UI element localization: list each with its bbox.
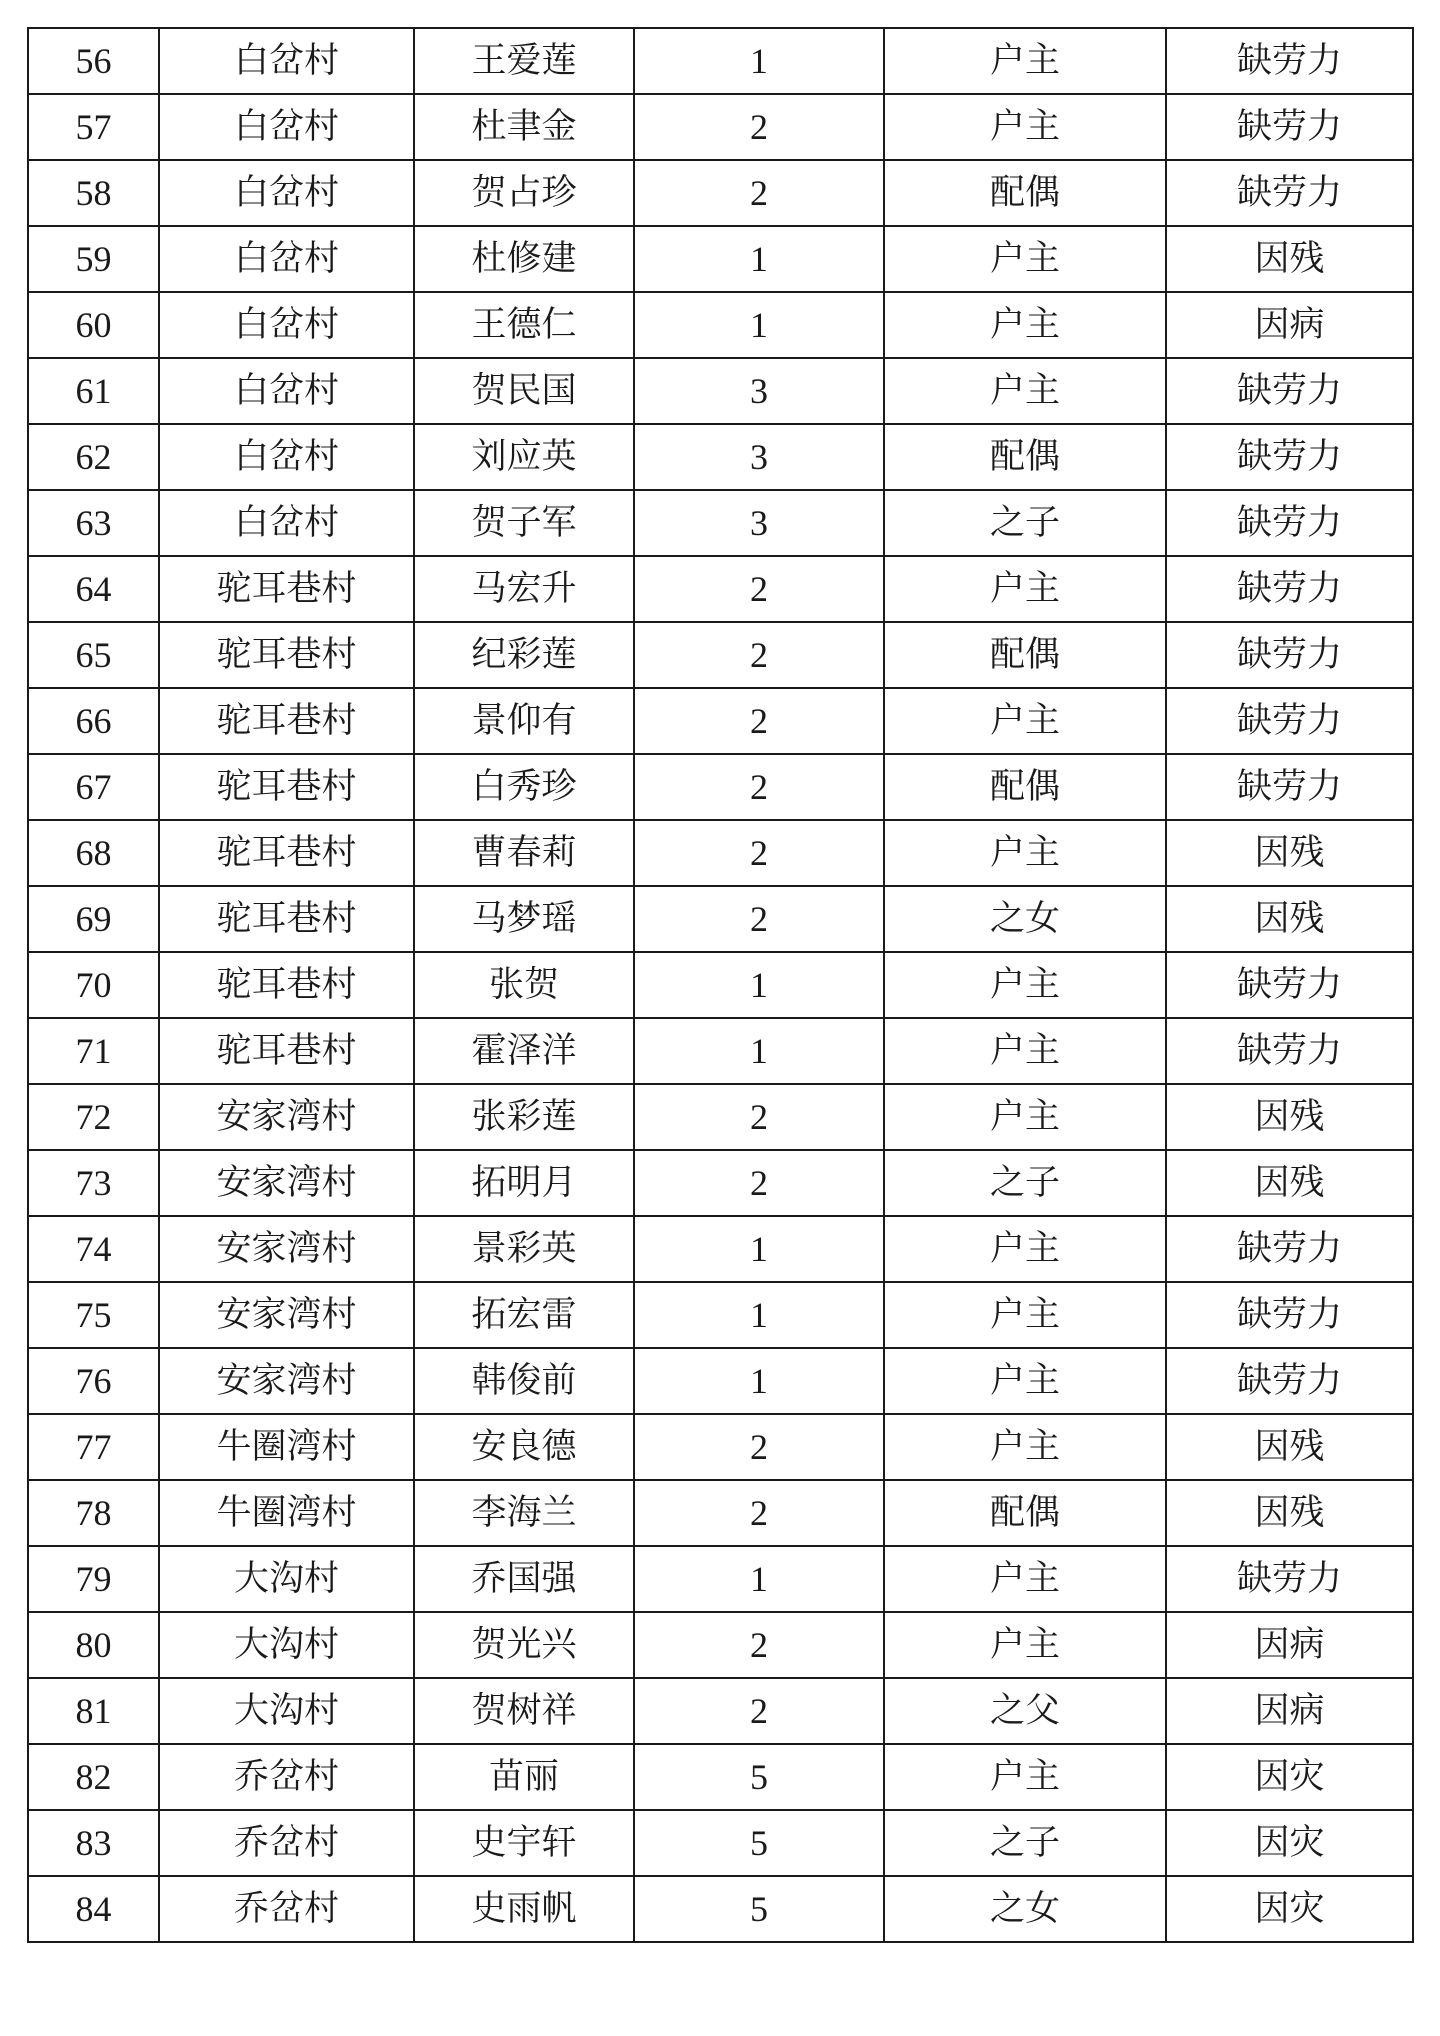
poverty-cause-cell: 因灾 (1166, 1810, 1413, 1876)
poverty-household-table (27, 27, 1414, 1943)
name-cell: 刘应英 (414, 424, 634, 490)
poverty-cause-cell: 因残 (1166, 1150, 1413, 1216)
household-size-cell: 3 (634, 424, 884, 490)
table-row (28, 424, 1413, 490)
relation-cell: 户主 (884, 1084, 1166, 1150)
table-row (28, 1810, 1413, 1876)
table-row (28, 1018, 1413, 1084)
poverty-cause-cell: 因残 (1166, 226, 1413, 292)
name-cell: 景彩英 (414, 1216, 634, 1282)
relation-cell: 配偶 (884, 754, 1166, 820)
poverty-cause-cell: 缺劳力 (1166, 490, 1413, 556)
name-cell: 拓明月 (414, 1150, 634, 1216)
village-cell: 白岔村 (159, 160, 414, 226)
household-size-cell: 2 (634, 886, 884, 952)
serial-number-cell: 62 (28, 424, 159, 490)
village-cell: 驼耳巷村 (159, 688, 414, 754)
village-cell: 白岔村 (159, 226, 414, 292)
name-cell: 张彩莲 (414, 1084, 634, 1150)
household-size-cell: 1 (634, 1216, 884, 1282)
serial-number-cell: 64 (28, 556, 159, 622)
relation-cell: 户主 (884, 1546, 1166, 1612)
serial-number-cell: 78 (28, 1480, 159, 1546)
village-cell: 牛圈湾村 (159, 1414, 414, 1480)
village-cell: 白岔村 (159, 292, 414, 358)
relation-cell: 之父 (884, 1678, 1166, 1744)
village-cell: 驼耳巷村 (159, 886, 414, 952)
village-cell: 安家湾村 (159, 1084, 414, 1150)
name-cell: 张贺 (414, 952, 634, 1018)
serial-number-cell: 82 (28, 1744, 159, 1810)
village-cell: 白岔村 (159, 490, 414, 556)
relation-cell: 之子 (884, 490, 1166, 556)
relation-cell: 户主 (884, 28, 1166, 94)
poverty-cause-cell: 缺劳力 (1166, 754, 1413, 820)
serial-number-cell: 84 (28, 1876, 159, 1942)
relation-cell: 户主 (884, 820, 1166, 886)
serial-number-cell: 81 (28, 1678, 159, 1744)
name-cell: 杜聿金 (414, 94, 634, 160)
village-cell: 驼耳巷村 (159, 1018, 414, 1084)
village-cell: 白岔村 (159, 94, 414, 160)
household-size-cell: 5 (634, 1876, 884, 1942)
table-row (28, 1612, 1413, 1678)
relation-cell: 之子 (884, 1810, 1166, 1876)
poverty-cause-cell: 缺劳力 (1166, 688, 1413, 754)
household-size-cell: 2 (634, 1414, 884, 1480)
household-size-cell: 3 (634, 490, 884, 556)
poverty-cause-cell: 缺劳力 (1166, 424, 1413, 490)
relation-cell: 配偶 (884, 424, 1166, 490)
relation-cell: 户主 (884, 1018, 1166, 1084)
village-cell: 安家湾村 (159, 1216, 414, 1282)
name-cell: 贺树祥 (414, 1678, 634, 1744)
village-cell: 驼耳巷村 (159, 754, 414, 820)
table-row (28, 1876, 1413, 1942)
household-size-cell: 2 (634, 160, 884, 226)
serial-number-cell: 61 (28, 358, 159, 424)
relation-cell: 户主 (884, 688, 1166, 754)
name-cell: 贺光兴 (414, 1612, 634, 1678)
serial-number-cell: 79 (28, 1546, 159, 1612)
serial-number-cell: 57 (28, 94, 159, 160)
table-row (28, 490, 1413, 556)
table-row (28, 94, 1413, 160)
household-size-cell: 2 (634, 1150, 884, 1216)
serial-number-cell: 73 (28, 1150, 159, 1216)
household-size-cell: 1 (634, 28, 884, 94)
relation-cell: 配偶 (884, 160, 1166, 226)
table-row (28, 160, 1413, 226)
poverty-cause-cell: 缺劳力 (1166, 1018, 1413, 1084)
village-cell: 大沟村 (159, 1612, 414, 1678)
poverty-cause-cell: 因灾 (1166, 1876, 1413, 1942)
table-row (28, 886, 1413, 952)
name-cell: 纪彩莲 (414, 622, 634, 688)
village-cell: 白岔村 (159, 28, 414, 94)
household-size-cell: 2 (634, 754, 884, 820)
name-cell: 贺子军 (414, 490, 634, 556)
table-row (28, 952, 1413, 1018)
table-row (28, 622, 1413, 688)
village-cell: 白岔村 (159, 358, 414, 424)
table-row (28, 1084, 1413, 1150)
household-size-cell: 1 (634, 1348, 884, 1414)
name-cell: 安良德 (414, 1414, 634, 1480)
household-size-cell: 2 (634, 1480, 884, 1546)
serial-number-cell: 80 (28, 1612, 159, 1678)
household-size-cell: 1 (634, 226, 884, 292)
household-size-cell: 1 (634, 1546, 884, 1612)
table-row (28, 754, 1413, 820)
table-row (28, 1150, 1413, 1216)
poverty-cause-cell: 缺劳力 (1166, 358, 1413, 424)
household-size-cell: 3 (634, 358, 884, 424)
poverty-cause-cell: 缺劳力 (1166, 556, 1413, 622)
serial-number-cell: 70 (28, 952, 159, 1018)
table-row (28, 226, 1413, 292)
relation-cell: 之女 (884, 886, 1166, 952)
serial-number-cell: 65 (28, 622, 159, 688)
table-row (28, 1216, 1413, 1282)
relation-cell: 之女 (884, 1876, 1166, 1942)
table-row (28, 1348, 1413, 1414)
name-cell: 曹春莉 (414, 820, 634, 886)
table-row (28, 1744, 1413, 1810)
table-row (28, 1678, 1413, 1744)
table-row (28, 1282, 1413, 1348)
poverty-cause-cell: 因残 (1166, 1480, 1413, 1546)
household-size-cell: 1 (634, 1018, 884, 1084)
serial-number-cell: 59 (28, 226, 159, 292)
poverty-cause-cell: 因病 (1166, 1612, 1413, 1678)
village-cell: 驼耳巷村 (159, 820, 414, 886)
village-cell: 安家湾村 (159, 1348, 414, 1414)
poverty-cause-cell: 因残 (1166, 1084, 1413, 1150)
serial-number-cell: 69 (28, 886, 159, 952)
name-cell: 贺占珍 (414, 160, 634, 226)
name-cell: 杜修建 (414, 226, 634, 292)
poverty-cause-cell: 缺劳力 (1166, 1546, 1413, 1612)
name-cell: 史雨帆 (414, 1876, 634, 1942)
name-cell: 马梦瑶 (414, 886, 634, 952)
serial-number-cell: 67 (28, 754, 159, 820)
poverty-cause-cell: 因病 (1166, 1678, 1413, 1744)
serial-number-cell: 66 (28, 688, 159, 754)
household-size-cell: 2 (634, 1612, 884, 1678)
poverty-cause-cell: 因残 (1166, 886, 1413, 952)
household-size-cell: 2 (634, 688, 884, 754)
table-row (28, 358, 1413, 424)
relation-cell: 户主 (884, 226, 1166, 292)
village-cell: 安家湾村 (159, 1150, 414, 1216)
table-row (28, 1546, 1413, 1612)
household-size-cell: 2 (634, 556, 884, 622)
household-size-cell: 2 (634, 622, 884, 688)
name-cell: 景仰有 (414, 688, 634, 754)
village-cell: 大沟村 (159, 1546, 414, 1612)
village-cell: 乔岔村 (159, 1744, 414, 1810)
serial-number-cell: 83 (28, 1810, 159, 1876)
relation-cell: 配偶 (884, 622, 1166, 688)
relation-cell: 户主 (884, 1348, 1166, 1414)
name-cell: 王爱莲 (414, 28, 634, 94)
household-size-cell: 2 (634, 1678, 884, 1744)
serial-number-cell: 72 (28, 1084, 159, 1150)
name-cell: 史宇轩 (414, 1810, 634, 1876)
serial-number-cell: 71 (28, 1018, 159, 1084)
household-size-cell: 1 (634, 952, 884, 1018)
table-row (28, 688, 1413, 754)
household-size-cell: 2 (634, 820, 884, 886)
table-row (28, 292, 1413, 358)
village-cell: 驼耳巷村 (159, 622, 414, 688)
village-cell: 乔岔村 (159, 1876, 414, 1942)
relation-cell: 户主 (884, 952, 1166, 1018)
serial-number-cell: 56 (28, 28, 159, 94)
household-size-cell: 2 (634, 94, 884, 160)
serial-number-cell: 74 (28, 1216, 159, 1282)
relation-cell: 户主 (884, 1612, 1166, 1678)
poverty-cause-cell: 缺劳力 (1166, 1282, 1413, 1348)
relation-cell: 户主 (884, 94, 1166, 160)
table-row (28, 820, 1413, 886)
relation-cell: 户主 (884, 1282, 1166, 1348)
relation-cell: 配偶 (884, 1480, 1166, 1546)
household-size-cell: 5 (634, 1810, 884, 1876)
name-cell: 苗丽 (414, 1744, 634, 1810)
poverty-cause-cell: 因残 (1166, 820, 1413, 886)
serial-number-cell: 77 (28, 1414, 159, 1480)
name-cell: 韩俊前 (414, 1348, 634, 1414)
name-cell: 白秀珍 (414, 754, 634, 820)
relation-cell: 户主 (884, 358, 1166, 424)
poverty-cause-cell: 缺劳力 (1166, 160, 1413, 226)
village-cell: 驼耳巷村 (159, 952, 414, 1018)
table-row (28, 556, 1413, 622)
serial-number-cell: 58 (28, 160, 159, 226)
poverty-cause-cell: 缺劳力 (1166, 1348, 1413, 1414)
name-cell: 贺民国 (414, 358, 634, 424)
table-row (28, 1480, 1413, 1546)
relation-cell: 户主 (884, 1744, 1166, 1810)
poverty-cause-cell: 因残 (1166, 1414, 1413, 1480)
poverty-cause-cell: 缺劳力 (1166, 622, 1413, 688)
relation-cell: 户主 (884, 556, 1166, 622)
serial-number-cell: 76 (28, 1348, 159, 1414)
household-size-cell: 1 (634, 1282, 884, 1348)
household-size-cell: 2 (634, 1084, 884, 1150)
household-size-cell: 5 (634, 1744, 884, 1810)
serial-number-cell: 60 (28, 292, 159, 358)
name-cell: 乔国强 (414, 1546, 634, 1612)
relation-cell: 之子 (884, 1150, 1166, 1216)
relation-cell: 户主 (884, 292, 1166, 358)
village-cell: 驼耳巷村 (159, 556, 414, 622)
name-cell: 李海兰 (414, 1480, 634, 1546)
poverty-cause-cell: 缺劳力 (1166, 952, 1413, 1018)
name-cell: 拓宏雷 (414, 1282, 634, 1348)
name-cell: 马宏升 (414, 556, 634, 622)
table-row (28, 28, 1413, 94)
table-row (28, 1414, 1413, 1480)
name-cell: 霍泽洋 (414, 1018, 634, 1084)
poverty-cause-cell: 因灾 (1166, 1744, 1413, 1810)
poverty-cause-cell: 缺劳力 (1166, 1216, 1413, 1282)
relation-cell: 户主 (884, 1216, 1166, 1282)
village-cell: 乔岔村 (159, 1810, 414, 1876)
poverty-cause-cell: 缺劳力 (1166, 28, 1413, 94)
village-cell: 安家湾村 (159, 1282, 414, 1348)
household-size-cell: 1 (634, 292, 884, 358)
serial-number-cell: 63 (28, 490, 159, 556)
village-cell: 大沟村 (159, 1678, 414, 1744)
poverty-cause-cell: 缺劳力 (1166, 94, 1413, 160)
table-body (28, 28, 1413, 1942)
poverty-cause-cell: 因病 (1166, 292, 1413, 358)
relation-cell: 户主 (884, 1414, 1166, 1480)
name-cell: 王德仁 (414, 292, 634, 358)
serial-number-cell: 75 (28, 1282, 159, 1348)
village-cell: 牛圈湾村 (159, 1480, 414, 1546)
serial-number-cell: 68 (28, 820, 159, 886)
village-cell: 白岔村 (159, 424, 414, 490)
